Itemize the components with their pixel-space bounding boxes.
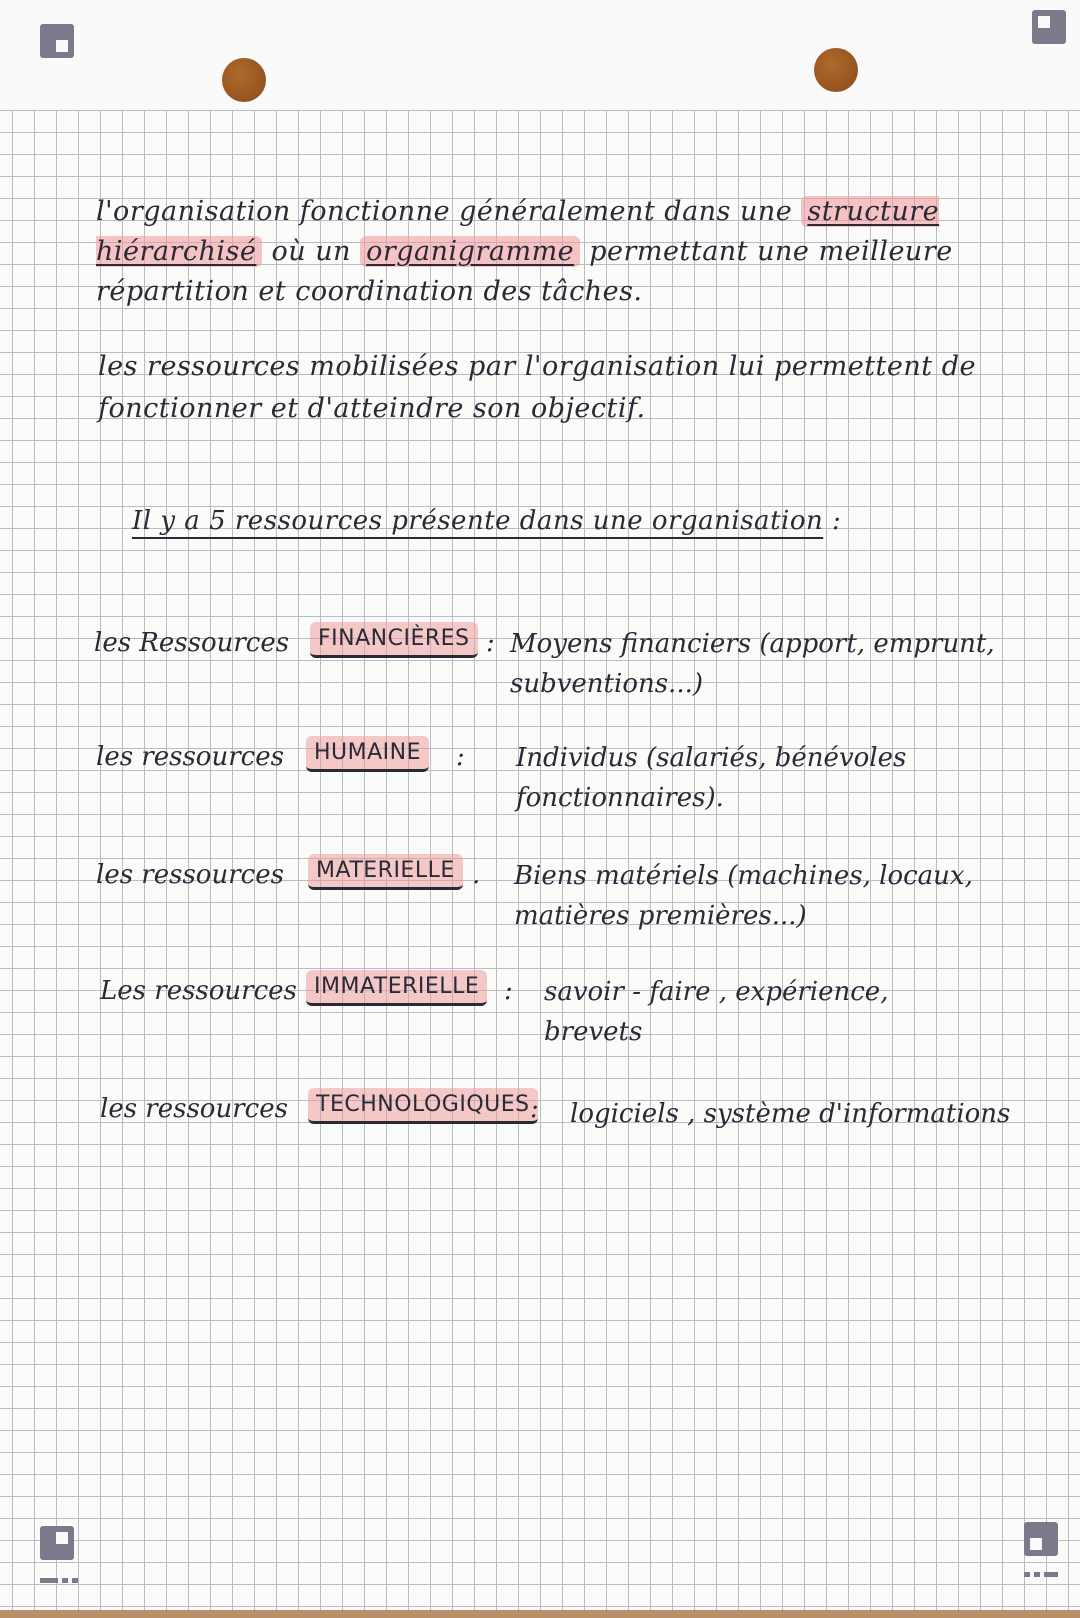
resource-row-financieres <box>94 628 1054 708</box>
resource-description: logiciels , système d'informations <box>570 1099 1011 1129</box>
resource-row-materielle <box>96 860 1056 940</box>
resource-prefix: les ressources <box>96 742 284 772</box>
paragraph1-text-2: où un <box>271 236 352 267</box>
resource-category: HUMAINE <box>306 736 429 772</box>
heading-colon: : <box>832 506 842 536</box>
scan-marker-bottom-right-icon <box>1024 1562 1062 1568</box>
resource-prefix: les Ressources <box>94 628 290 658</box>
paragraph-organisation <box>96 192 1046 312</box>
corner-mark-top-left-icon <box>40 24 74 58</box>
resource-description: Moyens financiers (apport, emprunt, subventions...) <box>510 629 995 699</box>
corner-mark-bottom-right-icon <box>1024 1522 1058 1556</box>
resource-description: Biens matériels (machines, locaux, matières premières...) <box>514 861 973 931</box>
resource-row-humaine <box>96 742 1056 822</box>
resource-row-immaterielle <box>100 976 1060 1056</box>
highlight-structure: structure hiérarchisé <box>96 196 940 267</box>
page-bottom-edge <box>0 1610 1080 1618</box>
resource-prefix: les ressources <box>96 860 284 890</box>
resource-prefix: Les ressources <box>100 976 297 1006</box>
resource-row-technologiques <box>100 1094 1060 1154</box>
resource-category: FINANCIÈRES <box>310 622 478 658</box>
section-heading <box>132 506 841 536</box>
highlight-organigramme: organigramme <box>360 236 580 267</box>
resource-separator: : <box>530 1094 539 1124</box>
scan-marker-bottom-left-icon <box>40 1568 82 1574</box>
paragraph1-text-1: l'organisation fonctionne généralement dans une <box>96 196 793 227</box>
corner-mark-top-right-icon <box>1032 10 1066 44</box>
resource-prefix: les ressources <box>100 1094 288 1124</box>
resource-category: MATERIELLE <box>308 854 463 890</box>
resource-category: IMMATERIELLE <box>306 970 487 1006</box>
binder-hole-right <box>814 48 858 92</box>
resource-separator: : <box>504 976 513 1006</box>
resource-separator: : <box>456 742 465 772</box>
resource-description: savoir - faire , expérience, brevets <box>544 977 889 1047</box>
resource-description: Individus (salariés, bénévoles fonctionnaires). <box>516 743 907 813</box>
resource-separator: : <box>486 628 495 658</box>
corner-mark-bottom-left-icon <box>40 1526 74 1560</box>
resource-separator: . <box>472 860 481 890</box>
paragraph-ressources: les ressources mobilisées par l'organisation lui permettent de fonctionner et d'atteindre son objectif. <box>98 351 976 424</box>
binder-hole-left <box>222 58 266 102</box>
paragraph1-text-3: permettant une meilleure répartition et coordination des tâches. <box>96 236 953 307</box>
page-top-band <box>0 0 1080 113</box>
heading-text: Il y a 5 ressources présente dans une organisation <box>132 506 824 536</box>
resource-category: TECHNOLOGIQUES <box>308 1088 538 1124</box>
